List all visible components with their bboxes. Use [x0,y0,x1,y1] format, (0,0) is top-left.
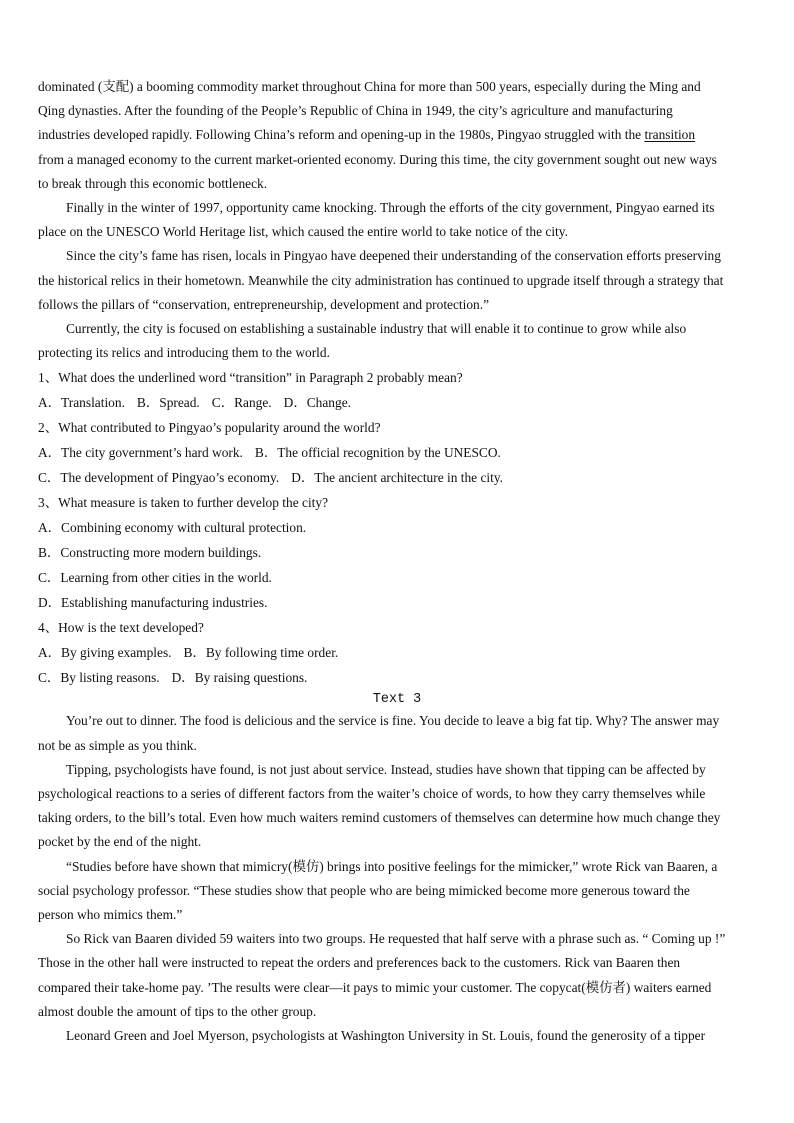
question-stem: 3、What measure is taken to further develop the city? [38,495,329,511]
text-line: Qing dynasties. After the founding of the People’s Republic of China in 1949, the city’s agriculture and manufacturing [38,103,673,119]
option-a: A．The city government’s hard work. [38,445,243,461]
text-line: You’re out to dinner. The food is delicious and the service is fine. You decide to leave a big fat tip. Why? The answer may [66,713,720,729]
text-line: Finally in the winter of 1997, opportunity came knocking. Through the efforts of the city government, Pingyao earned its [66,200,715,216]
question-3 [38,490,756,615]
question-1 [38,365,756,415]
text-line: “Studies before have shown that mimicry(模仿) brings into positive feelings for the mimicker,” wrote Rick van Baaren, a [66,858,718,874]
option-row [38,390,756,415]
question-stem: 1、What does the underlined word “transition” in Paragraph 2 probably mean? [38,370,463,386]
text-line: not be as simple as you think. [38,737,197,753]
option-d: D．Establishing manufacturing industries. [38,595,268,611]
text-line: Those in the other hall were instructed to repeat the orders and preferences back to the customers. Rick van Baaren then [38,955,681,971]
paragraph [38,75,756,196]
text-line: almost double the amount of tips to the other group. [38,1003,317,1019]
option-a: A．Combining economy with cultural protection. [38,520,307,536]
question-2 [38,415,756,490]
text-line: Currently, the city is focused on establishing a sustainable industry that will enable it to continue to grow while also [66,321,687,337]
option-b: B．Constructing more modern buildings. [38,545,262,561]
text-line: social psychology professor. “These studies show that people who are being mimicked become more generous toward the [38,882,690,898]
question-stem: 2、What contributed to Pingyao’s popularity around the world? [38,420,381,436]
text-line: compared their take-home pay. ’The results were clear—it pays to mimic your customer. The copycat(模仿者) waiters earned [38,979,712,995]
text-line: taking orders, to the bill’s total. Even how much waiters remind customers of themselves can determine how much change they [38,810,721,826]
text-line: place on the UNESCO World Heritage list, which caused the entire world to take notice of the city. [38,224,568,240]
option-b: B．Spread. [136,395,200,411]
text-line: the historical relics in their hometown. Meanwhile the city administration has continued to upgrade itself through a strategy that [38,272,724,288]
paragraph [38,709,756,757]
text-line: Leonard Green and Joel Myerson, psychologists at Washington University in St. Louis, found the generosity of a tipper [66,1028,706,1044]
option-a: A．Translation. [38,395,125,411]
option-a: A．By giving examples. [38,645,172,661]
option-row [38,665,756,690]
paragraph [38,244,756,317]
paragraph [38,1024,756,1048]
text-line: dominated (支配) a booming commodity market throughout China for more than 500 years, especially during the Ming and [38,79,701,94]
text-line: person who mimics them.” [38,907,183,923]
paragraph [38,855,756,928]
question-4 [38,615,756,690]
option-d: D．Change. [283,395,351,411]
option-row [38,640,756,665]
option-c: C．The development of Pingyao’s economy. [38,470,280,486]
section-heading: Text 3 [372,692,422,708]
underlined-word: transition [644,127,696,143]
paragraph [38,196,756,244]
text-segment: industries developed rapidly. Following China’s reform and opening-up in the 1980s, Pingyao struggled with the [38,127,645,143]
option-row [38,440,756,465]
option-b: B．By following time order. [183,645,339,661]
passage-2 [38,75,756,365]
text-line: to break through this economic bottleneck. [38,175,268,191]
option-c: C．Range. [211,395,272,411]
text-line: Tipping, psychologists have found, is not just about service. Instead, studies have shown that tipping can be affected by [66,761,706,777]
text-line: follows the pillars of “conservation, entrepreneurship, development and protection.” [38,296,490,312]
option-row [38,465,756,490]
questions [38,365,756,690]
text-line: from a managed economy to the current market-oriented economy. During this time, the city government sought out new ways [38,151,717,167]
text-line: Since the city’s fame has risen, locals in Pingyao have deepened their understanding of the conservation efforts preserving [66,248,721,264]
option-d: D．By raising questions. [171,670,308,686]
paragraph [38,317,756,365]
document-content [38,75,756,1048]
text-line: protecting its relics and introducing them to the world. [38,345,330,361]
option-d: D．The ancient architecture in the city. [291,470,504,486]
option-c: C．Learning from other cities in the world. [38,570,272,586]
paragraph [38,758,756,855]
text-line: So Rick van Baaren divided 59 waiters into two groups. He requested that half serve with a phrase such as. “ Coming up !” [66,931,726,947]
paragraph [38,927,756,1024]
question-stem: 4、How is the text developed? [38,620,204,636]
option-c: C．By listing reasons. [38,670,160,686]
text-line: psychological reactions to a series of different factors from the waiter’s choice of words, to how they carry themselves while [38,786,706,802]
text-line [38,123,756,147]
option-b: B．The official recognition by the UNESCO. [254,445,501,461]
text-line: pocket by the end of the night. [38,834,202,850]
passage-3 [38,690,756,1048]
